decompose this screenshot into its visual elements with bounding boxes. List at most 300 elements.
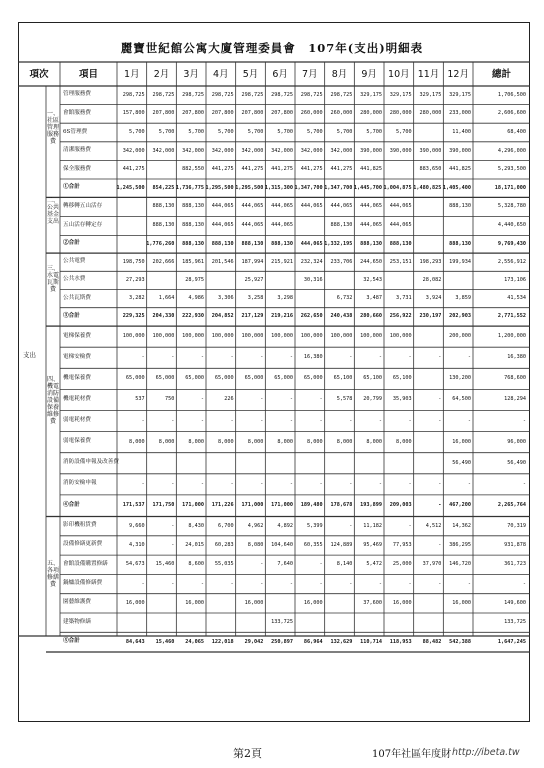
month-value: 5,700 <box>188 129 204 135</box>
header-month: 12月 <box>447 69 469 80</box>
month-value: 124,889 <box>330 541 353 548</box>
month-value: 207,800 <box>152 110 175 117</box>
month-value: 444,065 <box>271 222 293 229</box>
month-value: 3,924 <box>425 295 442 302</box>
month-value: 441,825 <box>360 166 382 173</box>
month-value: 65,000 <box>214 375 234 382</box>
month-value: 883,650 <box>419 166 442 173</box>
month-value: 342,000 <box>241 147 264 154</box>
month-value: - <box>467 354 471 361</box>
item-name: 保全服務費 <box>63 165 91 172</box>
subtotal-value: - <box>438 502 442 509</box>
month-value: 298,725 <box>122 91 145 98</box>
month-value: 133,725 <box>271 619 293 626</box>
month-value: 6,700 <box>218 522 234 529</box>
month-value: 329,175 <box>389 91 412 98</box>
subtotal-label: ④合計 <box>63 501 80 508</box>
month-value: 5,700 <box>396 129 412 135</box>
month-value: 3,258 <box>247 295 264 302</box>
month-value: 25,000 <box>392 561 412 568</box>
row-total: 1,200,000 <box>497 333 526 340</box>
month-value: 8,000 <box>336 438 353 445</box>
month-value: 329,175 <box>449 91 471 98</box>
month-value: - <box>289 417 293 424</box>
month-value: 65,100 <box>392 375 412 382</box>
month-value: 5,700 <box>366 129 382 135</box>
subtotal-value: 1,347,700 <box>294 184 323 191</box>
month-value: 65,000 <box>125 375 145 382</box>
month-value: 5,472 <box>366 561 382 568</box>
month-value: - <box>378 354 382 361</box>
subtotal-value: 171,000 <box>241 502 264 509</box>
subtotal-value: 1,004,875 <box>383 184 412 191</box>
subtotal-label: ③合計 <box>63 312 80 319</box>
month-value: 11,400 <box>452 129 471 135</box>
month-value: - <box>438 541 442 548</box>
month-value: 28,975 <box>185 276 204 283</box>
month-value: 100,000 <box>271 333 293 340</box>
month-value: - <box>289 354 293 361</box>
subtotal-value: 15,460 <box>155 638 175 645</box>
month-value: 8,000 <box>396 438 412 445</box>
page-number: 第2頁 <box>233 747 262 760</box>
month-value: 280,000 <box>419 110 442 117</box>
month-value: 11,182 <box>363 522 382 529</box>
month-value: 100,000 <box>360 333 382 340</box>
month-value: - <box>319 561 323 568</box>
month-value: 100,000 <box>182 333 204 340</box>
month-value: 444,065 <box>330 203 353 210</box>
month-value: 60,283 <box>214 541 234 548</box>
month-value: 5,700 <box>218 129 234 135</box>
row-total: 173,106 <box>504 276 526 283</box>
month-value: 4,962 <box>247 522 264 529</box>
month-value: 27,293 <box>125 276 145 283</box>
month-value: 100,000 <box>300 333 323 340</box>
month-value: - <box>438 396 442 403</box>
month-value: 8,000 <box>366 438 382 445</box>
month-value: - <box>200 417 204 424</box>
month-value: - <box>467 417 471 424</box>
month-value: 65,000 <box>155 375 175 382</box>
subtotal-value: 888,130 <box>271 240 293 247</box>
month-value: 207,800 <box>211 110 234 117</box>
month-value: - <box>171 580 175 587</box>
header-month: 8月 <box>331 69 348 80</box>
month-value: 232,324 <box>300 258 323 265</box>
subtotal-value: 1,736,775 <box>175 184 204 191</box>
subtotal-value: 888,130 <box>211 240 234 247</box>
subtotal-value: 219,216 <box>271 313 293 320</box>
month-value: 60,355 <box>303 541 323 548</box>
row-total: 931,878 <box>504 541 526 548</box>
header-month: 7月 <box>302 69 318 80</box>
subtotal-value: 888,130 <box>389 240 412 247</box>
month-value: 65,000 <box>274 375 293 382</box>
month-value: 16,000 <box>303 599 323 606</box>
subtotal-value: 1,445,700 <box>353 184 382 191</box>
month-value: 329,175 <box>419 91 442 98</box>
subtotal-value: 888,130 <box>182 240 204 247</box>
month-value: 7,640 <box>277 561 293 568</box>
subtotal-value: 202,903 <box>449 313 471 320</box>
page-title: 麗寶世紀館公寓大廈管理委員會 107年(支出)明細表 <box>120 41 424 55</box>
month-value: - <box>438 480 442 487</box>
header-month: 1月 <box>124 69 140 80</box>
month-value: 5,578 <box>336 396 353 403</box>
subtotal-value: 88,482 <box>422 638 442 645</box>
subtotal-value: 240,438 <box>330 313 353 320</box>
header-month: 11月 <box>417 69 440 80</box>
month-value: 5,700 <box>336 129 353 135</box>
month-value: 444,065 <box>241 203 264 210</box>
month-value: - <box>141 354 145 361</box>
month-value: - <box>260 561 264 568</box>
month-value: 298,725 <box>241 91 264 98</box>
item-name: 轉移轉五山活存 <box>63 202 103 209</box>
month-value: - <box>230 417 234 424</box>
month-value: - <box>378 480 382 487</box>
subtotal-value: 171,000 <box>271 502 293 509</box>
month-value: - <box>349 522 353 529</box>
header-total: 總計 <box>491 69 512 80</box>
subtotal-label: ⑤合計 <box>63 638 80 645</box>
subtotal-label: ②合計 <box>63 240 80 247</box>
month-value: 65,100 <box>333 375 353 382</box>
subtotal-value: 222,930 <box>182 313 204 320</box>
month-value: 100,000 <box>389 333 412 340</box>
month-value: 253,151 <box>389 258 412 265</box>
month-value: 444,065 <box>211 203 234 210</box>
month-value: 54,673 <box>125 561 145 568</box>
month-value: 8,000 <box>277 438 293 445</box>
month-value: 32,543 <box>363 276 382 283</box>
item-name: 弱電保養費 <box>63 438 91 445</box>
month-value: 4,986 <box>188 295 204 302</box>
subtotal-total: 1,647,245 <box>497 638 526 645</box>
month-value: 3,731 <box>396 295 412 302</box>
month-value: 244,650 <box>360 258 382 265</box>
subtotal-value: 1,405,400 <box>442 184 471 191</box>
month-value: 888,130 <box>449 203 471 210</box>
header-month: 5月 <box>242 69 259 80</box>
month-value: 298,725 <box>300 91 323 98</box>
item-name: 會館設備購置修繕 <box>63 560 108 567</box>
month-value: - <box>378 417 382 424</box>
subtotal-total: 2,265,764 <box>497 502 526 509</box>
month-value: - <box>319 417 323 424</box>
month-value: 100,000 <box>152 333 175 340</box>
header-seq: 項次 <box>29 69 49 80</box>
month-value: 390,000 <box>419 147 442 154</box>
month-value: 888,130 <box>182 203 204 210</box>
month-value: 5,700 <box>277 129 293 135</box>
month-value: - <box>319 480 323 487</box>
row-total: 2,606,600 <box>497 110 526 117</box>
month-value: 16,000 <box>452 599 471 606</box>
month-value: 130,200 <box>449 375 471 382</box>
month-value: - <box>171 417 175 424</box>
group-label: 五、各項修繕費 <box>47 559 60 588</box>
watermark: http://ibeta.tw <box>452 747 520 758</box>
month-value: 329,175 <box>360 91 382 98</box>
subtotal-value: 118,953 <box>389 638 412 645</box>
month-value: - <box>289 580 293 587</box>
item-name: 五山活存轉定存 <box>63 221 103 228</box>
item-name: 機電耗材費 <box>63 395 91 402</box>
subtotal-value: 230,197 <box>419 313 442 320</box>
month-value: 537 <box>135 396 145 403</box>
month-value: 185,961 <box>182 258 204 265</box>
month-value: 15,460 <box>155 561 175 568</box>
item-name: 公共水費 <box>63 276 86 283</box>
month-value: 342,000 <box>330 147 353 154</box>
subtotal-value: 217,129 <box>241 313 264 320</box>
month-value: - <box>467 580 471 587</box>
subtotal-value: 1,347,700 <box>324 184 353 191</box>
month-value: 888,130 <box>152 203 175 210</box>
month-value: - <box>349 417 353 424</box>
month-value: 298,725 <box>152 91 175 98</box>
month-value: 146,720 <box>449 561 471 568</box>
subtotal-value: 1,295,500 <box>205 184 234 191</box>
month-value: 198,293 <box>419 258 442 265</box>
month-value: 441,275 <box>300 166 323 173</box>
month-value: 77,953 <box>392 541 412 548</box>
month-value: - <box>408 417 412 424</box>
item-name: 6S管理費 <box>63 128 88 135</box>
row-total: - <box>522 580 526 587</box>
month-value: 207,800 <box>182 110 204 117</box>
month-value: 444,065 <box>389 203 412 210</box>
month-value: 207,800 <box>271 110 293 117</box>
month-value: - <box>260 480 264 487</box>
subtotal-value: 84,643 <box>125 638 145 645</box>
month-value: 3,282 <box>129 295 145 302</box>
subtotal-total: 9,769,430 <box>497 240 526 247</box>
row-total: 1,706,500 <box>497 91 526 98</box>
month-value: 441,275 <box>122 166 145 173</box>
month-value: 95,469 <box>363 541 382 548</box>
month-value: - <box>260 580 264 587</box>
subtotal-value: 1,295,500 <box>235 184 264 191</box>
row-total: 5,293,500 <box>497 166 526 173</box>
month-value: 441,825 <box>449 166 471 173</box>
row-total: 768,600 <box>504 375 526 382</box>
subtotal-value: 280,660 <box>360 313 382 320</box>
month-value: 233,000 <box>449 110 471 117</box>
month-value: - <box>438 580 442 587</box>
group-label: 二、公共基金支出 <box>47 197 60 226</box>
month-value: 8,000 <box>188 438 204 445</box>
month-value: 390,000 <box>449 147 471 154</box>
month-value: 65,000 <box>303 375 323 382</box>
month-value: - <box>171 480 175 487</box>
month-value: - <box>289 480 293 487</box>
month-value: - <box>408 522 412 529</box>
month-value: 65,000 <box>244 375 264 382</box>
month-value: 9,660 <box>129 522 145 529</box>
item-name: 消防安檢申報 <box>63 480 97 487</box>
row-total: - <box>522 480 526 487</box>
month-value: - <box>260 396 264 403</box>
month-value: 25,927 <box>244 276 264 283</box>
month-value: 298,725 <box>271 91 293 98</box>
month-value: 342,000 <box>152 147 175 154</box>
header-month: 9月 <box>361 69 377 80</box>
header-month: 4月 <box>213 69 229 80</box>
month-value: 444,065 <box>389 222 412 229</box>
month-value: 100,000 <box>241 333 264 340</box>
month-value: 444,065 <box>241 222 264 229</box>
month-value: 750 <box>164 396 175 403</box>
month-value: 8,140 <box>336 561 353 568</box>
month-value: 14,362 <box>452 522 471 529</box>
item-name: 管理服務費 <box>63 91 91 98</box>
month-value: - <box>200 480 204 487</box>
subtotal-value: 110,714 <box>360 638 382 645</box>
item-name: 公共電費 <box>63 258 86 265</box>
item-name: 鍋爐設備修繕費 <box>63 580 103 587</box>
month-value: 8,080 <box>247 541 264 548</box>
row-total: 5,328,780 <box>497 203 526 210</box>
month-value: 6,732 <box>336 295 353 302</box>
month-value: - <box>260 417 264 424</box>
subtotal-value: 171,750 <box>152 502 175 509</box>
row-total: 96,000 <box>507 438 526 445</box>
month-value: 65,000 <box>185 375 204 382</box>
month-value: - <box>200 354 204 361</box>
month-value: 298,725 <box>182 91 204 98</box>
month-value: 260,000 <box>300 110 323 117</box>
month-value: 390,000 <box>360 147 382 154</box>
month-value: 30,316 <box>303 276 323 283</box>
row-total: 2,556,912 <box>497 258 526 265</box>
subtotal-value: 189,480 <box>300 502 323 509</box>
month-value: - <box>408 480 412 487</box>
month-value: 16,000 <box>244 599 264 606</box>
month-value: 201,546 <box>211 258 234 265</box>
group-label: 四、機電消防設備保養維修費 <box>47 375 60 425</box>
item-name: 園藝維護費 <box>63 599 91 606</box>
month-value: 100,000 <box>211 333 234 340</box>
month-value: 8,000 <box>218 438 234 445</box>
month-value: 100,000 <box>122 333 145 340</box>
month-value: 3,306 <box>218 295 234 302</box>
item-name: 弱電耗材費 <box>63 417 91 424</box>
subtotal-value: 250,897 <box>271 638 293 645</box>
month-value: 16,380 <box>303 354 323 361</box>
month-value: - <box>171 354 175 361</box>
month-value: 187,994 <box>241 258 264 265</box>
month-value: 342,000 <box>271 147 293 154</box>
row-total: 133,725 <box>504 619 526 626</box>
subtotal-value: 888,130 <box>449 240 471 247</box>
month-value: - <box>349 480 353 487</box>
month-value: 280,000 <box>389 110 412 117</box>
subtotal-label: ①合計 <box>63 184 80 191</box>
month-value: 444,065 <box>360 222 382 229</box>
month-value: 8,000 <box>307 438 323 445</box>
subtotal-value: 262,650 <box>300 313 323 320</box>
item-name: 消防設備申報及改善費 <box>63 459 119 466</box>
month-value: 441,275 <box>211 166 234 173</box>
month-value: - <box>260 354 264 361</box>
month-value: - <box>200 580 204 587</box>
row-total: 361,723 <box>504 561 526 568</box>
subtotal-value: 204,330 <box>152 313 175 320</box>
subtotal-total: 2,771,552 <box>497 313 526 320</box>
month-value: 5,700 <box>307 129 323 135</box>
month-value: 5,700 <box>247 129 264 135</box>
subtotal-value: 1,245,500 <box>116 184 145 191</box>
month-value: 260,000 <box>330 110 353 117</box>
month-value: 202,666 <box>152 258 175 265</box>
header-month: 10月 <box>388 69 410 80</box>
subtotal-value: 193,899 <box>360 502 382 509</box>
row-total: 70,319 <box>507 522 526 529</box>
month-value: - <box>349 354 353 361</box>
row-total: 4,296,000 <box>497 147 526 154</box>
month-value: 342,000 <box>182 147 204 154</box>
item-name: 影印機租賃費 <box>63 522 97 529</box>
header-month: 6月 <box>272 69 288 80</box>
month-value: 4,892 <box>277 522 293 529</box>
month-value: 5,399 <box>307 522 323 529</box>
subtotal-value: 542,388 <box>449 638 471 645</box>
month-value: 444,065 <box>211 222 234 229</box>
subtotal-value: 24,065 <box>185 638 204 645</box>
month-value: 3,487 <box>366 295 382 302</box>
month-value: 16,000 <box>452 438 471 445</box>
month-value: 888,130 <box>330 222 353 229</box>
subtotal-value: 888,130 <box>360 240 382 247</box>
month-value: 55,035 <box>214 561 234 568</box>
item-name: 公共瓦斯費 <box>63 294 91 301</box>
subtotal-value: 1,480,825 <box>413 184 442 191</box>
document-footer: 107年社區年度財 <box>372 749 452 760</box>
month-value: 444,065 <box>360 203 382 210</box>
month-value: 200,000 <box>449 333 471 340</box>
month-value: 215,921 <box>271 258 293 265</box>
month-value: - <box>378 580 382 587</box>
month-value: 16,000 <box>185 599 204 606</box>
month-value: - <box>408 354 412 361</box>
item-name: 設備修繕更新費 <box>63 541 103 548</box>
month-value: 37,970 <box>422 561 442 568</box>
month-value: - <box>141 417 145 424</box>
month-value: 207,800 <box>241 110 264 117</box>
month-value: 444,065 <box>300 203 323 210</box>
month-value: 56,490 <box>452 459 471 466</box>
month-value: 100,000 <box>330 333 353 340</box>
row-total: 149,600 <box>504 599 526 606</box>
subtotal-value: 178,678 <box>330 502 353 509</box>
subtotal-value: 86,964 <box>303 638 323 645</box>
item-name: 會館服務費 <box>63 109 91 116</box>
month-value: 342,000 <box>300 147 323 154</box>
month-value: 444,065 <box>271 203 293 210</box>
month-value: 28,082 <box>422 276 442 283</box>
month-value: 342,000 <box>122 147 145 154</box>
month-value: 390,000 <box>389 147 412 154</box>
month-value: 3,859 <box>455 295 471 302</box>
subtotal-value: 29,042 <box>244 638 264 645</box>
row-total: - <box>522 417 526 424</box>
subtotal-total: 18,171,000 <box>494 184 526 191</box>
item-name: 清潔服務費 <box>63 147 91 154</box>
month-value: - <box>230 354 234 361</box>
